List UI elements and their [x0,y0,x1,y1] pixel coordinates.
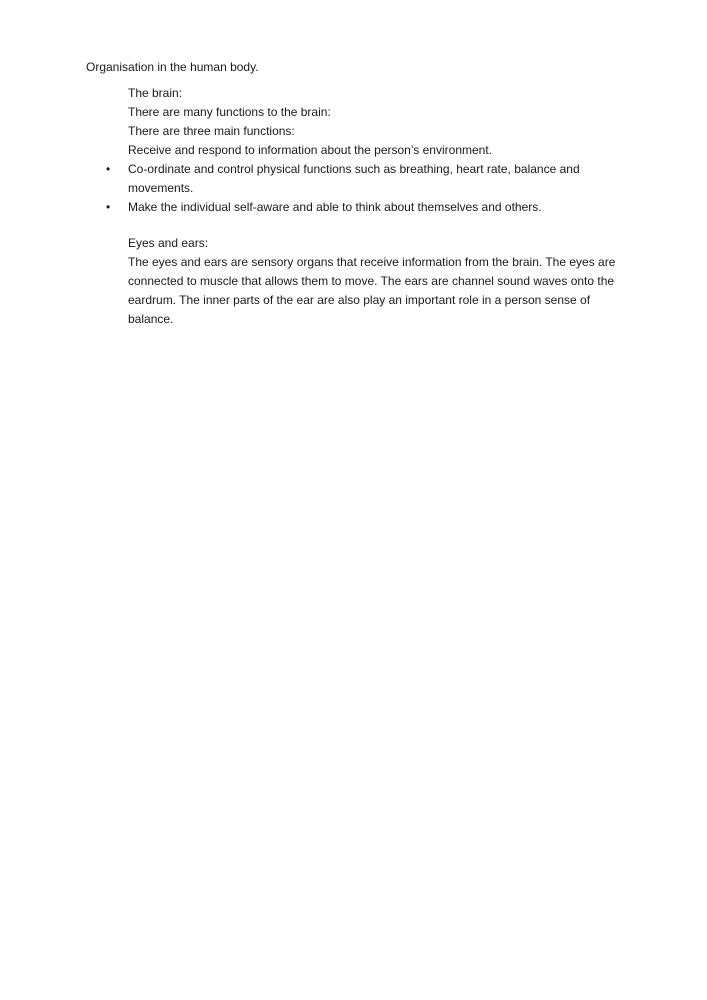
eyes-ears-paragraph: The eyes and ears are sensory organs that receive information from the brain. The eyes are connected to muscle that allows them to move. The ears are channel sound waves onto the eardrum. The inner parts of the ear are also play an important role in a person sense of balance. [128,255,616,326]
brain-intro-line: Receive and respond to information about the person’s environment. [128,143,493,157]
bullet-icon: • [106,200,111,214]
eyes-ears-section [128,234,628,329]
brain-intro-line: There are three main functions: [128,124,295,138]
eyes-ears-heading: Eyes and ears: [128,236,209,250]
list-item-text: Make the individual self-aware and able to think about themselves and others. [128,200,542,214]
brain-intro-line: There are many functions to the brain: [128,105,331,119]
bullet-icon: • [106,162,111,176]
document-title: Organisation in the human body. [86,60,259,74]
brain-function-list [106,160,628,217]
list-item [106,160,598,198]
list-item-text: Co-ordinate and control physical functions such as breathing, heart rate, balance and movements. [128,162,580,195]
brain-section [106,84,628,217]
brain-heading: The brain: [128,86,183,100]
list-item [106,198,598,217]
